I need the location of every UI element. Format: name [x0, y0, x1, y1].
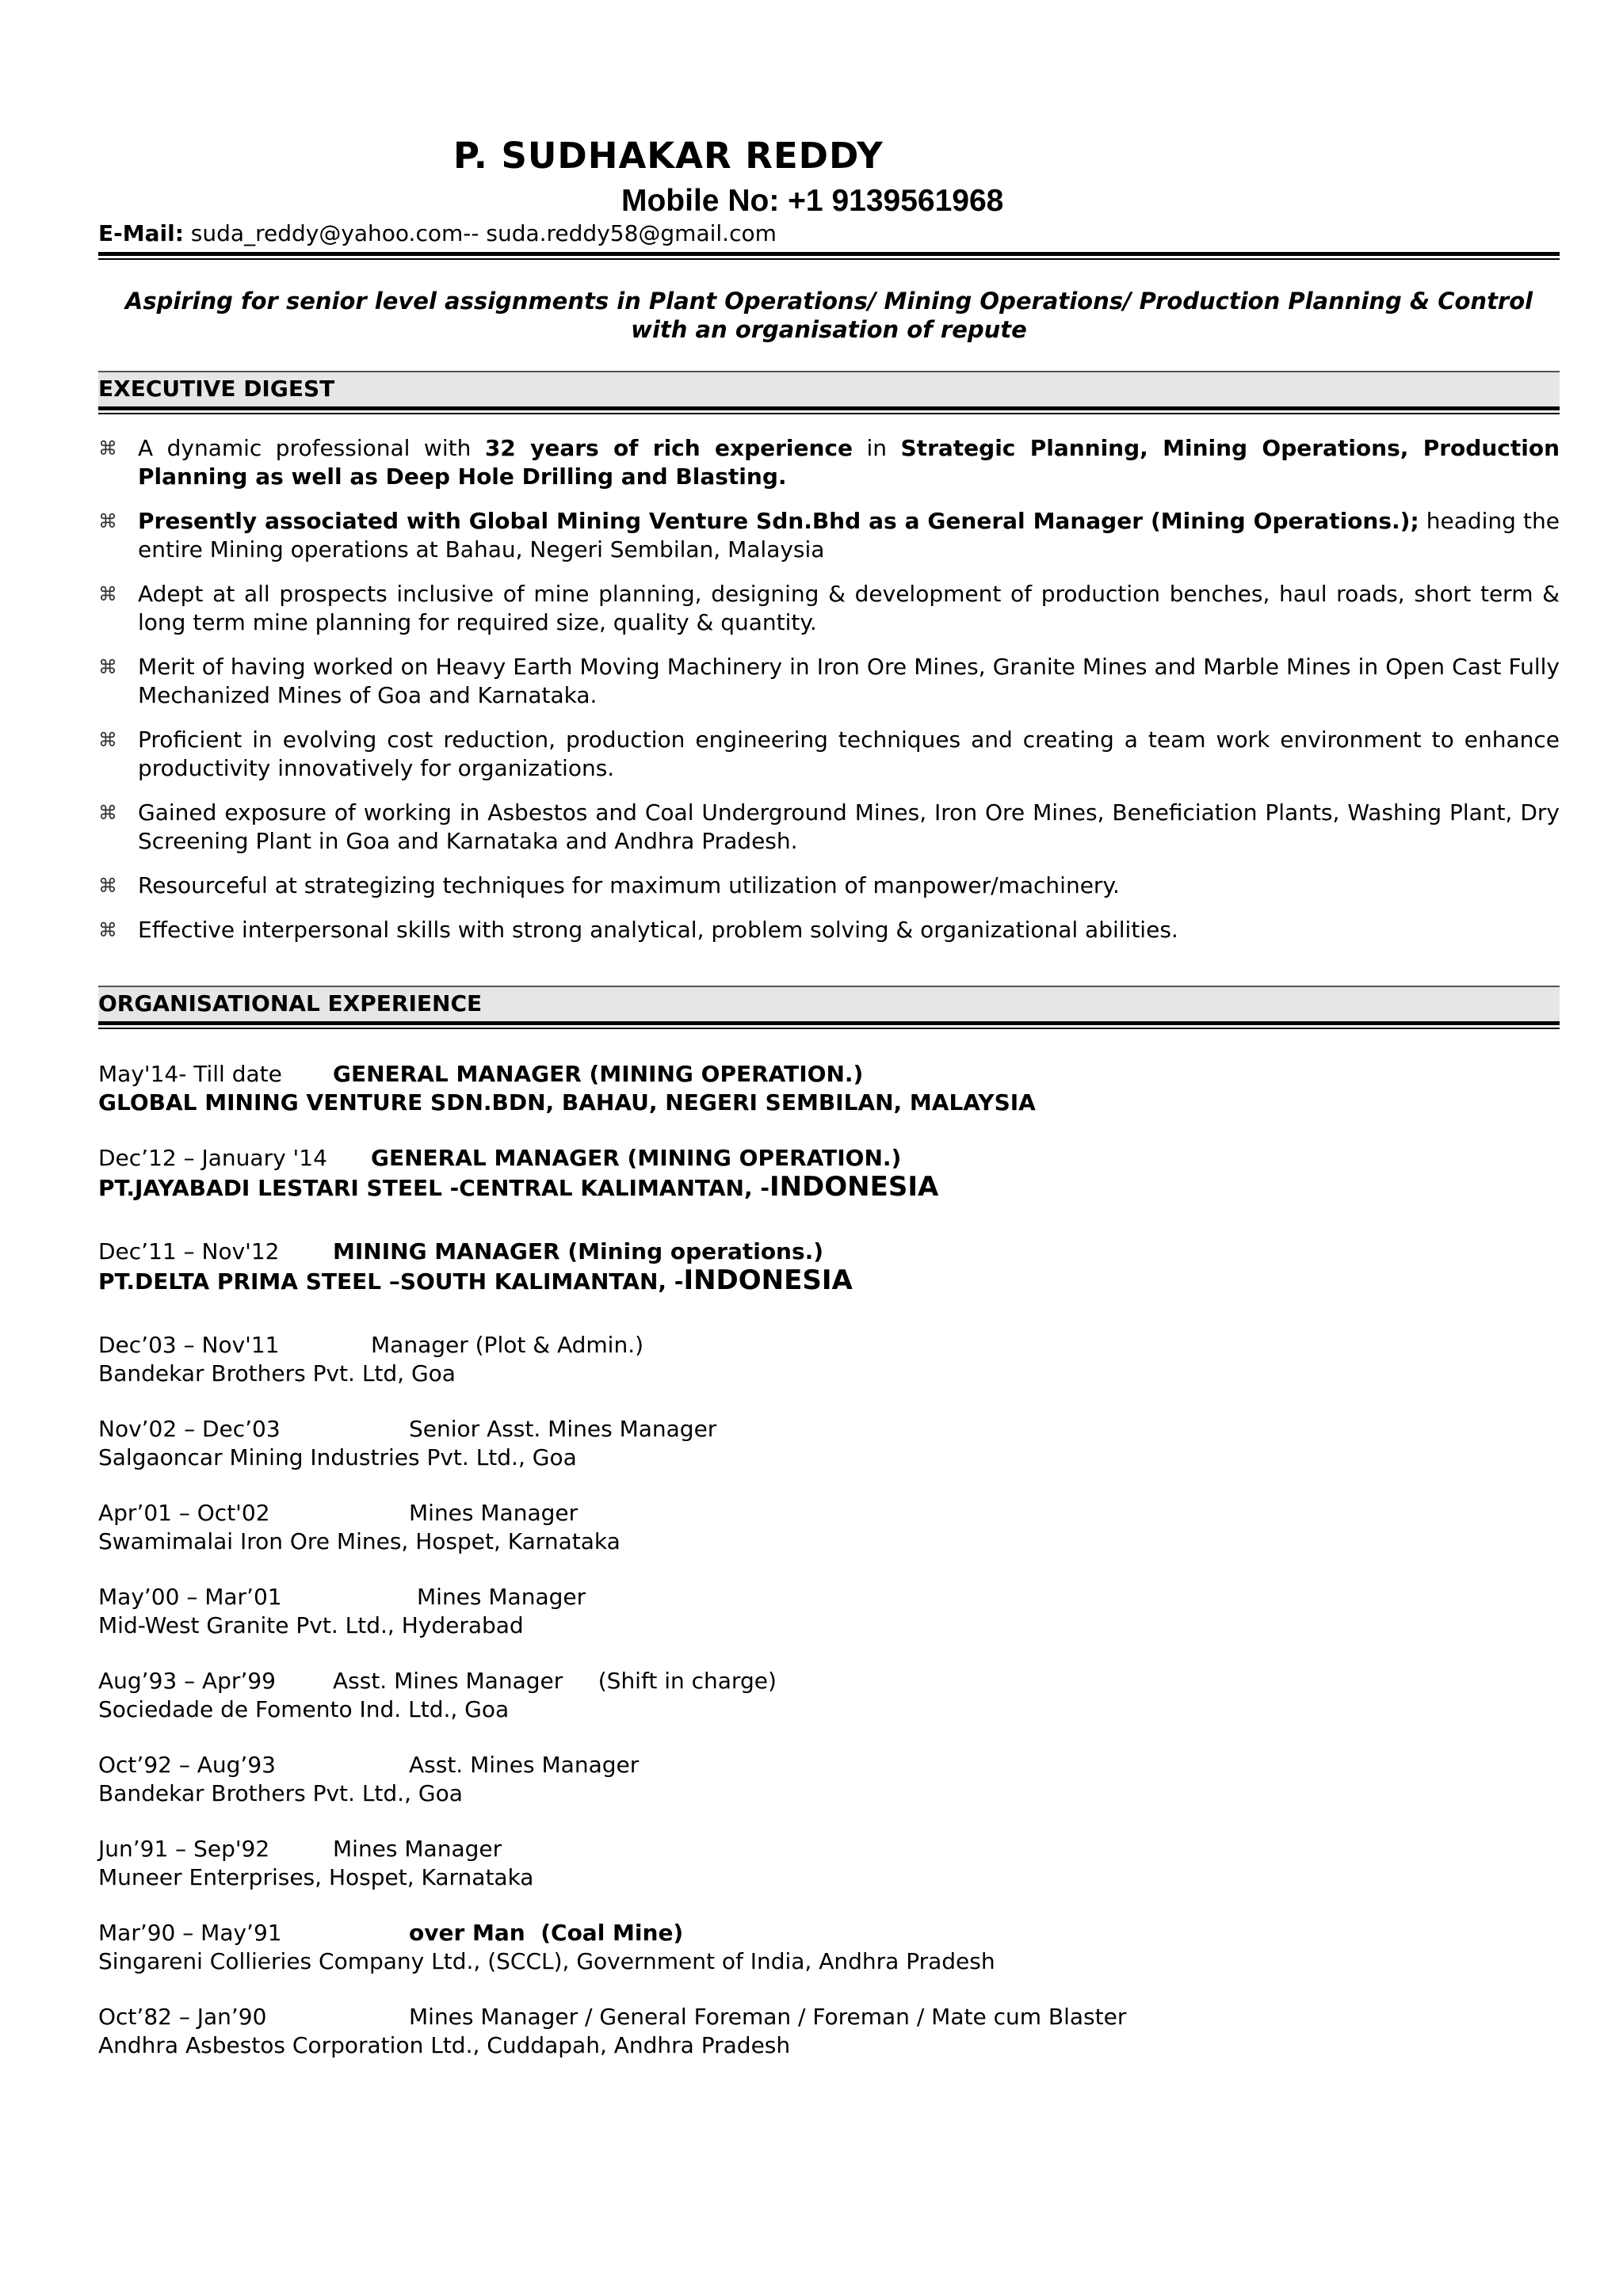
digest-bullet — [98, 916, 1560, 944]
section-rule — [98, 406, 1560, 410]
entry-company-country: INDONESIA — [769, 1171, 939, 1203]
entry-date: Nov’02 – Dec’03 — [98, 1416, 281, 1442]
entry-company — [98, 1266, 853, 1296]
experience-entry — [98, 1415, 717, 1472]
entry-company-name: PT.JAYABADI LESTARI STEEL -CENTRAL KALIMANTAN, - — [98, 1175, 769, 1201]
entry-date: May’00 – Mar’01 — [98, 1584, 282, 1610]
section-rule — [98, 1021, 1560, 1025]
experience-entry — [98, 1238, 853, 1296]
entry-role: Mines Manager — [409, 1500, 579, 1526]
entry-date: Dec’03 – Nov'11 — [98, 1332, 280, 1358]
bullet-text: Proficient in evolving cost reduction, production engineering techniques and creating a team work environment to enhance productivity innovatively for organizations. — [138, 727, 1560, 781]
command-icon: ⌘ — [98, 510, 117, 532]
entry-role: MINING MANAGER (Mining operations.) — [333, 1238, 824, 1264]
career-objective — [98, 287, 1560, 344]
experience-entry — [98, 1583, 586, 1640]
entry-company — [98, 1173, 938, 1203]
bullet-text: Merit of having worked on Heavy Earth Moving Machinery in Iron Ore Mines, Granite Mines and Marble Mines in Open Cast Fully Mechanized Mines of Goa and Karnataka. — [138, 654, 1560, 708]
bullet-text: in — [853, 435, 901, 461]
bullet-text: Effective interpersonal skills with strong analytical, problem solving & organizational abilities. — [138, 917, 1178, 943]
entry-company: GLOBAL MINING VENTURE SDN.BDN, BAHAU, NEGERI SEMBILAN, MALAYSIA — [98, 1089, 1036, 1116]
entry-date: Apr’01 – Oct'02 — [98, 1500, 270, 1526]
entry-date: Aug’93 – Apr’99 — [98, 1668, 276, 1694]
objective-line-1: Aspiring for senior level assignments in Plant Operations/ Mining Operations/ Production Planning & Control — [124, 288, 1533, 315]
entry-company: Mid-West Granite Pvt. Ltd., Hyderabad — [98, 1612, 524, 1638]
entry-role: Mines Manager — [417, 1584, 586, 1610]
header-rule — [98, 252, 1560, 256]
email-line — [98, 220, 777, 246]
digest-bullet-list — [98, 434, 1560, 960]
experience-entry — [98, 1331, 644, 1388]
entry-role: GENERAL MANAGER (MINING OPERATION.) — [333, 1061, 864, 1087]
digest-bullet — [98, 799, 1560, 856]
entry-company: Andhra Asbestos Corporation Ltd., Cuddapah, Andhra Pradesh — [98, 2032, 791, 2058]
section-rule-thin — [98, 413, 1560, 414]
section-heading: ORGANISATIONAL EXPERIENCE — [98, 990, 483, 1016]
email-label: E-Mail: — [98, 220, 184, 246]
digest-bullet — [98, 726, 1560, 783]
bullet-text: Resourceful at strategizing techniques for maximum utilization of manpower/machinery. — [138, 872, 1120, 898]
mobile-number: Mobile No: +1 9139561968 — [621, 184, 1004, 218]
section-heading: EXECUTIVE DIGEST — [98, 376, 335, 402]
entry-role: Mines Manager / General Foreman / Foreman / Mate cum Blaster — [409, 2004, 1127, 2030]
section-organisational-experience — [98, 986, 1560, 1022]
command-icon: ⌘ — [98, 802, 117, 824]
digest-bullet — [98, 580, 1560, 637]
entry-company: Bandekar Brothers Pvt. Ltd., Goa — [98, 1780, 463, 1806]
entry-role: over Man (Coal Mine) — [409, 1920, 684, 1946]
experience-entry — [98, 1499, 621, 1556]
command-icon: ⌘ — [98, 583, 117, 605]
entry-role: GENERAL MANAGER (MINING OPERATION.) — [371, 1145, 902, 1171]
entry-company: Salgaoncar Mining Industries Pvt. Ltd., Goa — [98, 1444, 577, 1470]
experience-entry — [98, 2003, 1127, 2060]
entry-date: Dec’12 – January '14 — [98, 1145, 327, 1171]
entry-role: Senior Asst. Mines Manager — [409, 1416, 717, 1442]
entry-company: Swamimalai Iron Ore Mines, Hospet, Karnataka — [98, 1528, 621, 1554]
digest-bullet — [98, 507, 1560, 564]
bullet-bold: Strategic Planning, Mining Operations, Production Planning as well as Deep Hole Drilling and Blasting. — [138, 435, 1560, 490]
entry-role: Mines Manager — [333, 1836, 502, 1862]
entry-date: Jun’91 – Sep'92 — [98, 1836, 270, 1862]
email-value: suda_reddy@yahoo.com-- suda.reddy58@gmail.com — [183, 220, 777, 246]
experience-entry — [98, 1835, 533, 1892]
command-icon: ⌘ — [98, 729, 117, 751]
entry-date: Dec’11 – Nov'12 — [98, 1238, 280, 1264]
entry-date: Oct’92 – Aug’93 — [98, 1752, 276, 1778]
command-icon: ⌘ — [98, 875, 117, 897]
digest-bullet — [98, 434, 1560, 491]
bullet-text: heading the entire Mining operations at Bahau, Negeri Sembilan, Malaysia — [138, 508, 1560, 563]
entry-date: Mar’90 – May’91 — [98, 1920, 282, 1946]
command-icon: ⌘ — [98, 437, 117, 460]
bullet-text: A dynamic professional with — [138, 435, 485, 461]
entry-role: Manager (Plot & Admin.) — [371, 1332, 644, 1358]
bullet-bold: 32 years of rich experience — [484, 435, 854, 461]
entry-company-country: INDONESIA — [683, 1264, 853, 1296]
experience-entry — [98, 1919, 995, 1976]
experience-entry — [98, 1144, 938, 1203]
entry-company: Singareni Collieries Company Ltd., (SCCL), Government of India, Andhra Pradesh — [98, 1948, 995, 1974]
section-executive-digest — [98, 371, 1560, 407]
bullet-text: Gained exposure of working in Asbestos and Coal Underground Mines, Iron Ore Mines, Beneficiation Plants, Washing Plant, Dry Screening Plant in Goa and Karnataka and Andhra Pradesh. — [138, 799, 1560, 854]
experience-entry — [98, 1060, 1036, 1117]
command-icon: ⌘ — [98, 919, 117, 941]
entry-company: Bandekar Brothers Pvt. Ltd, Goa — [98, 1360, 456, 1386]
entry-company-name: PT.DELTA PRIMA STEEL –SOUTH KALIMANTAN, - — [98, 1268, 684, 1295]
digest-bullet — [98, 871, 1560, 900]
entry-company: Sociedade de Fomento Ind. Ltd., Goa — [98, 1696, 510, 1722]
digest-bullet — [98, 653, 1560, 710]
entry-date: May'14- Till date — [98, 1061, 282, 1087]
section-rule-thin — [98, 1028, 1560, 1029]
entry-role: Asst. Mines Manager — [409, 1752, 640, 1778]
entry-role: Asst. Mines Manager (Shift in charge) — [333, 1668, 777, 1694]
command-icon: ⌘ — [98, 656, 117, 678]
bullet-text: Adept at all prospects inclusive of mine planning, designing & development of production benches, haul roads, short term & long term mine planning for required size, quality & quantity. — [138, 581, 1560, 635]
entry-company: Muneer Enterprises, Hospet, Karnataka — [98, 1864, 534, 1890]
experience-entry — [98, 1667, 777, 1724]
candidate-name: P. SUDHAKAR REDDY — [453, 135, 884, 177]
bullet-bold: Presently associated with Global Mining Venture Sdn.Bhd as a General Manager (Mining Operations.); — [138, 508, 1419, 534]
objective-line-2: with an organisation of repute — [631, 316, 1027, 343]
entry-date: Oct’82 – Jan’90 — [98, 2004, 267, 2030]
experience-entry — [98, 1751, 640, 1808]
header-rule-thin — [98, 258, 1560, 260]
